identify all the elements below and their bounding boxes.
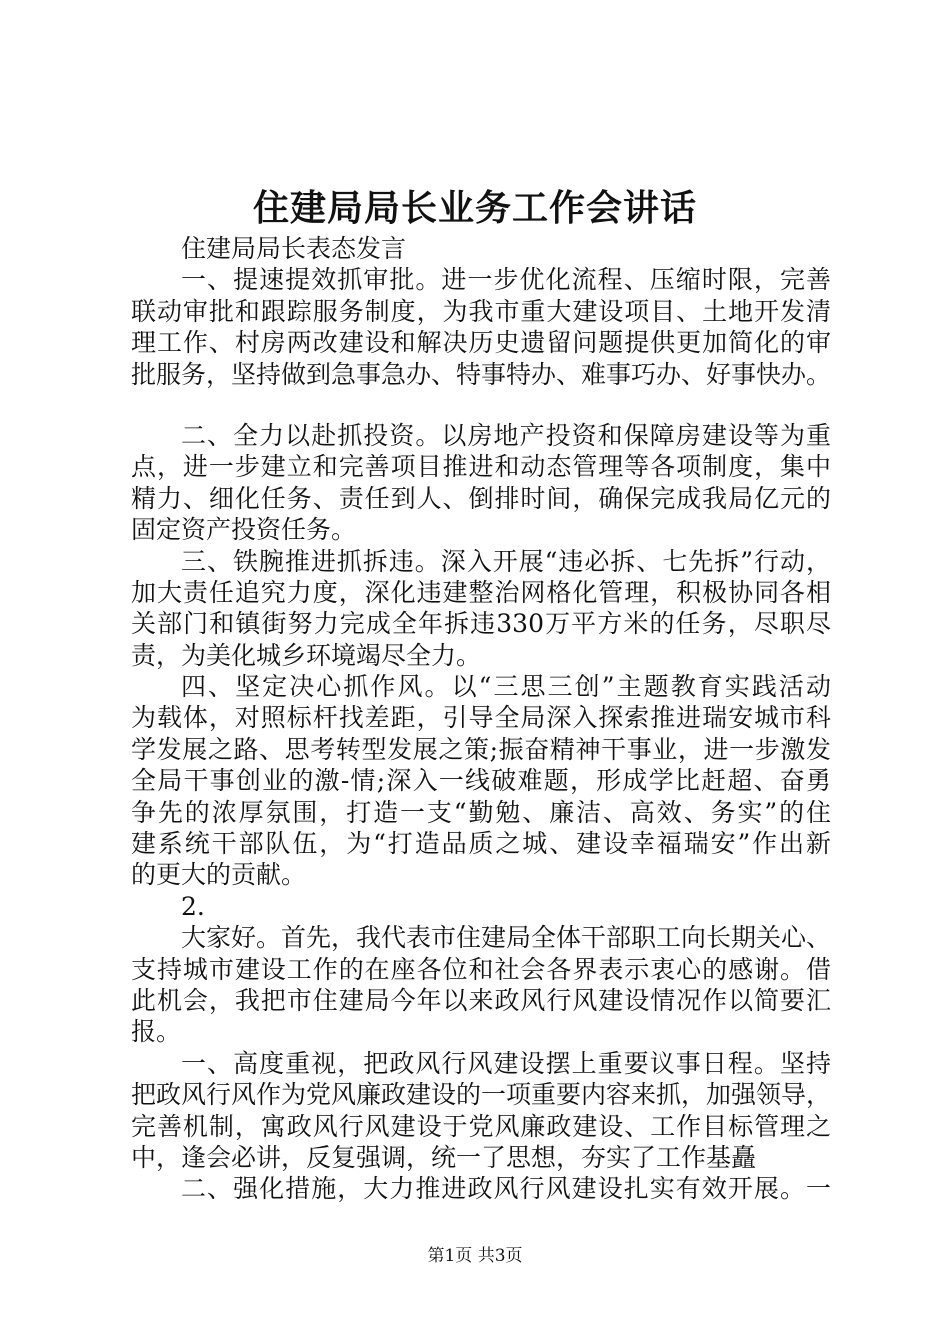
text-line: 联动审批和跟踪服务制度，为我市重大建设项目、土地开发清	[131, 296, 831, 326]
text-line: 为载体，对照标杆找差距，引导全局深入探索推进瑞安城市科	[131, 703, 831, 733]
text-line: 把政风行风作为党风廉政建设的一项重要内容来抓，加强领导，	[131, 1080, 832, 1110]
text-line: 学发展之路、思考转型发展之策;振奋精神干事业，进一步激发	[131, 734, 831, 764]
text-line: 一、高度重视，把政风行风建设摆上重要议事日程。坚持	[181, 1048, 831, 1078]
text-line: 二、全力以赴抓投资。以房地产投资和保障房建设等为重	[181, 420, 831, 450]
text-line: 中，逢会必讲，反复强调，统一了思想，夯实了工作基矗	[131, 1142, 757, 1172]
text-line: 加大责任追究力度，深化违建整治网格化管理，积极协同各相	[131, 577, 831, 607]
page-footer: 第1页 共3页	[427, 1246, 523, 1266]
text-line: 一、提速提效抓审批。进一步优化流程、压缩时限，完善	[181, 265, 831, 295]
text-line: 理工作、村房两改建设和解决历史遗留问题提供更加简化的审	[131, 328, 831, 358]
text-line: 2.	[181, 891, 205, 921]
text-line: 固定资产投资任务。	[131, 515, 357, 545]
text-line: 支持城市建设工作的在座各位和社会各界表示衷心的感谢。借	[131, 954, 831, 984]
text-line: 住建局局长表态发言	[181, 234, 407, 263]
text-line: 此机会，我把市住建局今年以来政风行风建设情况作以简要汇	[131, 985, 831, 1015]
text-line: 争先的浓厚氛围，打造一支“勤勉、廉洁、高效、务实”的住	[131, 797, 831, 827]
text-line: 精力、细化任务、责任到人、倒排时间，确保完成我局亿元的	[131, 483, 831, 513]
text-line: 二、强化措施，大力推进政风行风建设扎实有效开展。一	[181, 1174, 831, 1204]
text-line: 四、坚定决心抓作风。以“三思三创”主题教育实践活动	[181, 672, 831, 702]
text-line: 报。	[131, 1017, 182, 1047]
text-line: 完善机制，寓政风行风建设于党风廉政建设、工作目标管理之	[131, 1111, 831, 1141]
text-line: 的更大的贡献。	[131, 860, 307, 890]
text-line: 三、铁腕推进抓拆违。深入开展“违必拆、七先拆”行动，	[181, 546, 831, 576]
text-line: 大家好。首先，我代表市住建局全体干部职工向长期关心、	[181, 923, 832, 953]
text-line: 责，为美化城乡环境竭尽全力。	[131, 640, 482, 670]
paragraph-gap	[131, 390, 831, 420]
text-line: 批服务，坚持做到急事急办、特事特办、难事巧办、好事快办。	[131, 359, 832, 389]
document-title: 住建局局长业务工作会讲话	[252, 187, 697, 229]
text-line: 关部门和镇街努力完成全年拆违330万平方米的任务，尽职尽	[131, 609, 831, 639]
text-line: 建系统干部队伍，为“打造品质之城、建设幸福瑞安”作出新	[131, 829, 831, 859]
document-body	[131, 233, 831, 1205]
text-line: 点，进一步建立和完善项目推进和动态管理等各项制度，集中	[131, 452, 831, 482]
text-line: 全局干事创业的激-情;深入一线破难题，形成学比赶超、奋勇	[131, 766, 831, 796]
